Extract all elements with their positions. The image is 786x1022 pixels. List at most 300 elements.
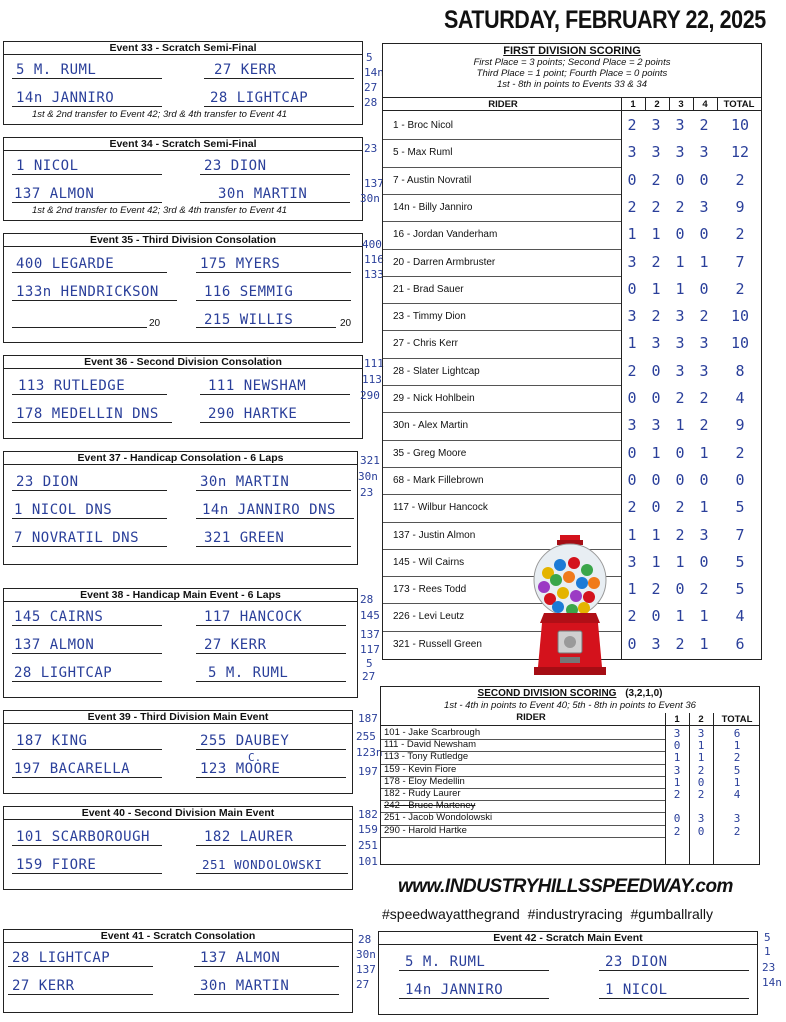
heat-score: 0 [699, 279, 709, 298]
heat-score: 3 [627, 552, 637, 571]
gumball-machine-icon [530, 535, 610, 675]
rider-name: 226 - Levi Leutz [393, 611, 465, 623]
event-37-box [3, 451, 358, 565]
heat-score: 3 [627, 307, 637, 326]
total-score: 10 [730, 334, 750, 353]
heat-score: 2 [673, 788, 681, 801]
event-33-box [3, 41, 363, 125]
side-note: 137 [360, 628, 380, 641]
heat-score: 0 [627, 443, 637, 462]
year-suffix: 20 [340, 318, 352, 329]
heat-score: 1 [675, 279, 685, 298]
heat-score: 2 [697, 788, 705, 801]
heat-score: 2 [699, 580, 709, 599]
side-note: 23 [364, 142, 378, 155]
entry: 137 ALMON [14, 637, 95, 653]
heat-score: 1 [697, 739, 705, 753]
total-score: 2 [735, 170, 745, 189]
entry: 178 MEDELLIN DNS [16, 406, 159, 422]
total-score: 2 [733, 824, 741, 838]
rider-name: 1 - Broc Nicol [393, 120, 454, 131]
side-note: 133 [364, 268, 384, 281]
rider-name: 23 - Timmy Dion [393, 311, 466, 323]
table-row [383, 385, 761, 412]
heat-score: 3 [699, 361, 709, 380]
second-division-table [380, 686, 760, 865]
col-heat-4: 4 [702, 99, 708, 110]
heat-score: 0 [627, 389, 637, 407]
event-40-title: Event 40 - Second Division Main Event [4, 807, 352, 820]
side-note: 28 [360, 593, 374, 606]
heat-score: 1 [651, 525, 661, 544]
event-35-title: Event 35 - Third Division Consolation [4, 234, 362, 247]
side-note: 14n [364, 66, 384, 79]
table-row [383, 221, 761, 248]
heat-score: 0 [699, 170, 709, 189]
total-score: 4 [735, 607, 745, 626]
heat-score: 3 [699, 197, 709, 216]
heat-score: 0 [675, 580, 685, 599]
heat-score: 2 [697, 763, 705, 777]
total-score: 12 [730, 143, 750, 162]
side-note: 5 [366, 51, 373, 64]
rider-name: 321 - Russell Green [393, 638, 482, 650]
entry: 133n HENDRICKSON [16, 284, 159, 300]
website-link[interactable]: www.INDUSTRYHILLSSPEEDWAY.com [398, 876, 733, 897]
page-title: SATURDAY, FEBRUARY 22, 2025 [444, 6, 766, 34]
scoring-line: Third Place = 1 point; Fourth Place = 0 points [476, 68, 668, 79]
entry: 30n MARTIN [218, 186, 308, 202]
entry: 14n JANNIRO [405, 982, 504, 998]
heat-score: 0 [651, 498, 661, 517]
heat-score: 2 [675, 634, 685, 653]
entry: 175 MYERS [200, 256, 281, 272]
total-score: 4 [735, 389, 745, 407]
event-39-box [3, 710, 353, 794]
side-note: 197 [358, 765, 378, 778]
heat-score: 1 [699, 607, 709, 626]
event-39-title: Event 39 - Third Division Main Event [4, 711, 352, 724]
heat-score: 1 [651, 279, 661, 298]
heat-score: 2 [699, 389, 709, 407]
entry: 5 M. RUML [16, 62, 97, 78]
entry: 1 NICOL [605, 982, 668, 998]
entry: 27 KERR [12, 978, 75, 994]
event-41-box [3, 929, 353, 1013]
entry: 251 WONDOLOWSKI [202, 857, 323, 872]
second-division-points: (3,2,1,0) [625, 688, 663, 699]
side-note: 159 [358, 823, 378, 836]
col-total: TOTAL [723, 99, 755, 110]
entry: 28 LIGHTCAP [210, 90, 309, 106]
side-note: 321 [360, 454, 380, 467]
heat-score: 2 [675, 525, 685, 544]
heat-score: 0 [699, 552, 709, 571]
side-note: 30n [358, 470, 378, 483]
total-score: 1 [733, 775, 741, 789]
table-row [383, 358, 761, 385]
heat-score: 2 [651, 252, 661, 271]
side-note: 23 [762, 961, 776, 974]
total-score: 3 [733, 812, 741, 826]
heat-score: 2 [627, 607, 637, 626]
entry: 30n MARTIN [200, 978, 290, 994]
table-row [381, 800, 759, 812]
side-note: 27 [362, 670, 376, 683]
total-score: 7 [735, 525, 745, 544]
initial-note: C. [248, 751, 262, 764]
entry: 182 LAURER [204, 829, 294, 845]
heat-score: 0 [699, 225, 709, 244]
rider-name: 35 - Greg Moore [393, 447, 467, 459]
side-note: 400 [362, 238, 382, 251]
table-row [381, 812, 759, 824]
heat-score: 1 [651, 552, 661, 571]
total-score: 5 [735, 498, 745, 517]
heat-score: 1 [675, 552, 685, 571]
table-row [381, 727, 759, 739]
entry: 111 NEWSHAM [208, 378, 307, 394]
entry: 1 NICOL [16, 158, 79, 174]
heat-score: 0 [651, 470, 661, 489]
event-34-box [3, 137, 363, 221]
second-division-title: SECOND DIVISION SCORING [477, 688, 617, 699]
heat-score: 2 [627, 361, 637, 380]
total-score: 7 [735, 252, 745, 271]
heat-score: 2 [651, 307, 661, 326]
rider-name: 14n - Billy Janniro [393, 201, 473, 213]
heat-score: 2 [675, 197, 685, 216]
side-note: 251 [358, 839, 378, 852]
total-score: 5 [733, 763, 741, 777]
event-36-box [3, 355, 363, 439]
rider-name: 251 - Jacob Wondolowski [384, 812, 493, 824]
heat-score: 3 [651, 334, 661, 353]
heat-score: 3 [627, 252, 637, 271]
col-rider: RIDER [516, 712, 546, 723]
table-row [383, 440, 761, 467]
heat-score: 2 [627, 197, 637, 216]
heat-score: 0 [673, 739, 681, 753]
side-note: 23 [360, 486, 374, 499]
entry: 400 LEGARDE [16, 256, 115, 272]
heat-score: 1 [627, 580, 637, 599]
entry: 14n JANNIRO [16, 90, 115, 106]
table-row [381, 739, 759, 751]
rider-name: 27 - Chris Kerr [393, 338, 459, 350]
rider-name: 178 - Eloy Medellin [384, 775, 465, 787]
heat-score: 3 [627, 416, 637, 435]
side-note: 28 [358, 933, 372, 946]
heat-score: 1 [699, 498, 709, 517]
heat-score: 2 [651, 197, 661, 216]
entry: 30n MARTIN [200, 474, 290, 490]
heat-score: 0 [699, 470, 709, 489]
heat-score: 2 [675, 498, 685, 517]
event-33-title: Event 33 - Scratch Semi-Final [4, 42, 362, 55]
side-note: 145 [360, 609, 380, 622]
total-score: 8 [735, 361, 745, 380]
rider-name: 21 - Brad Sauer [393, 283, 464, 295]
entry: 7 NOVRATIL DNS [14, 530, 140, 546]
heat-score: 3 [675, 116, 685, 134]
heat-score: 1 [675, 416, 685, 435]
side-note: 28 [364, 96, 378, 109]
total-score: 2 [735, 225, 745, 244]
heat-score: 2 [651, 170, 661, 189]
side-note: 111 [364, 357, 384, 370]
event-42-box [378, 931, 758, 1015]
event-38-title: Event 38 - Handicap Main Event - 6 Laps [4, 589, 357, 602]
heat-score: 0 [675, 470, 685, 489]
total-score: 10 [730, 116, 750, 134]
table-row [383, 303, 761, 330]
heat-score: 3 [673, 727, 681, 740]
transfer-note: 1st & 2nd transfer to Event 42; 3rd & 4th transfer to Event 41 [32, 109, 288, 120]
heat-score: 2 [651, 580, 661, 599]
entry: 159 FIORE [16, 857, 97, 873]
event-41-title: Event 41 - Scratch Consolation [4, 930, 352, 943]
heat-score: 2 [699, 416, 709, 435]
entry: 5 M. RUML [208, 665, 289, 681]
entry: 187 KING [16, 733, 88, 749]
side-note: 123n [356, 746, 383, 759]
year-suffix: 20 [149, 318, 161, 329]
side-note: 116 [364, 253, 384, 266]
entry: 5 M. RUML [405, 954, 486, 970]
rider-name: 113 - Tony Rutledge [384, 751, 469, 763]
transfer-note: 1st & 2nd transfer to Event 42; 3rd & 4th transfer to Event 41 [32, 205, 288, 216]
heat-score: 0 [675, 225, 685, 244]
table-row [381, 776, 759, 788]
table-row [383, 467, 761, 494]
rider-name: 20 - Darren Armbruster [393, 256, 496, 268]
rider-name: 173 - Rees Todd [393, 584, 467, 596]
entry: 23 DION [605, 954, 668, 970]
heat-score: 1 [651, 443, 661, 462]
side-note: 1 [764, 945, 771, 958]
entry: 137 ALMON [14, 186, 95, 202]
heat-score: 0 [673, 812, 681, 826]
entry: 255 DAUBEY [200, 733, 290, 749]
col-heat-2: 2 [654, 99, 660, 110]
heat-score: 0 [651, 389, 661, 407]
heat-score: 0 [675, 443, 685, 462]
total-score: 9 [735, 197, 745, 216]
heat-score: 3 [675, 143, 685, 162]
heat-score: 3 [675, 307, 685, 326]
heat-score: 3 [651, 143, 661, 162]
col-rider: RIDER [488, 99, 518, 110]
event-40-box [3, 806, 353, 890]
rider-name: 16 - Jordan Vanderham [393, 229, 498, 241]
table-row [383, 412, 761, 439]
entry: 27 KERR [214, 62, 277, 78]
entry: 117 HANCOCK [204, 609, 303, 625]
table-row [383, 112, 761, 139]
heat-score: 3 [675, 361, 685, 380]
side-note: 290 [360, 389, 380, 402]
heat-score: 2 [627, 498, 637, 517]
event-34-title: Event 34 - Scratch Semi-Final [4, 138, 362, 151]
rider-name: 242 - Bruce Marteney [384, 800, 476, 812]
hashtags: #speedwayatthegrand #industryracing #gumballrally [382, 906, 713, 922]
event-37-title: Event 37 - Handicap Consolation - 6 Laps [4, 452, 357, 465]
rider-name: 117 - Wilbur Hancock [393, 502, 488, 514]
total-score: 4 [733, 788, 741, 801]
event-38-box [3, 588, 358, 698]
side-note: 113 [362, 373, 382, 386]
side-note: 30n [356, 948, 376, 961]
table-row [383, 194, 761, 221]
heat-score: 1 [697, 751, 705, 765]
table-row [383, 494, 761, 521]
first-division-title: FIRST DIVISION SCORING [503, 45, 641, 57]
heat-score: 1 [627, 334, 637, 353]
entry: 215 WILLIS [204, 312, 294, 328]
rider-name: 182 - Rudy Laurer [384, 788, 461, 799]
heat-score: 3 [699, 334, 709, 353]
heat-score: 1 [699, 252, 709, 271]
total-score: 10 [730, 307, 750, 326]
heat-score: 1 [673, 775, 681, 789]
rider-name: 29 - Nick Hohlbein [393, 393, 475, 404]
side-note: 187 [358, 712, 378, 725]
total-score: 5 [735, 580, 745, 599]
event-42-title: Event 42 - Scratch Main Event [379, 932, 757, 945]
side-note: 117 [360, 643, 380, 656]
heat-score: 0 [697, 775, 705, 789]
entry: 23 DION [204, 158, 267, 174]
heat-score: 0 [627, 634, 637, 653]
table-row [383, 139, 761, 166]
total-score: 2 [735, 279, 745, 298]
total-score: 1 [733, 739, 741, 753]
heat-score: 2 [699, 116, 709, 134]
heat-score: 2 [627, 116, 637, 134]
entry: 123 MOORE [200, 761, 281, 777]
rider-name: 159 - Kevin Fiore [384, 763, 457, 775]
total-score: 6 [733, 727, 741, 740]
heat-score: 2 [673, 824, 681, 838]
table-row [383, 249, 761, 276]
entry: 28 LIGHTCAP [14, 665, 113, 681]
heat-score: 1 [651, 225, 661, 244]
heat-score: 0 [675, 170, 685, 189]
entry: 14n JANNIRO DNS [202, 502, 336, 518]
side-note: 255 [356, 730, 376, 743]
rider-name: 290 - Harold Hartke [384, 824, 467, 836]
entry: 101 SCARBOROUGH [16, 829, 150, 845]
entry: 197 BACARELLA [14, 761, 131, 777]
total-score: 6 [735, 634, 745, 653]
side-note: 5 [764, 931, 771, 944]
heat-score: 2 [675, 389, 685, 407]
heat-score: 3 [627, 143, 637, 162]
total-score: 2 [733, 751, 741, 765]
total-score: 0 [735, 470, 745, 489]
heat-score: 3 [651, 116, 661, 134]
heat-score: 3 [697, 812, 705, 826]
heat-score: 3 [651, 634, 661, 653]
total-score: 5 [735, 552, 745, 571]
entry: 137 ALMON [200, 950, 281, 966]
table-row [383, 167, 761, 194]
heat-score: 1 [699, 443, 709, 462]
entry: 145 CAIRNS [14, 609, 104, 625]
rider-name: 7 - Austin Novratil [393, 174, 472, 186]
heat-score: 1 [675, 252, 685, 271]
heat-score: 1 [675, 607, 685, 626]
rider-name: 68 - Mark Fillebrown [393, 474, 484, 486]
heat-score: 0 [627, 279, 637, 298]
entry: 116 SEMMIG [204, 284, 294, 300]
side-note: 137 [364, 177, 384, 190]
second-division-note: 1st - 4th in points to Event 40; 5th - 8th in points to Event 36 [444, 700, 696, 711]
side-note: 27 [356, 978, 370, 991]
heat-score: 3 [699, 143, 709, 162]
col-heat-1: 1 [630, 99, 636, 110]
table-row [383, 276, 761, 303]
col-total: TOTAL [721, 714, 753, 725]
side-note: 30n [360, 192, 380, 205]
col-heat-3: 3 [678, 99, 684, 110]
entry: 290 HARTKE [208, 406, 298, 422]
heat-score: 0 [651, 361, 661, 380]
entry: 23 DION [16, 474, 79, 490]
scoring-line: 1st - 8th in points to Events 33 & 34 [497, 79, 647, 90]
heat-score: 0 [697, 824, 705, 838]
heat-score: 1 [627, 525, 637, 544]
heat-score: 3 [675, 334, 685, 353]
rider-name: 30n - Alex Martin [393, 420, 469, 432]
table-row [383, 330, 761, 357]
entry: 27 KERR [204, 637, 267, 653]
rider-name: 137 - Justin Almon [393, 529, 476, 541]
side-note: 27 [364, 81, 378, 94]
side-note: 14n [762, 976, 782, 989]
heat-score: 0 [651, 607, 661, 626]
entry: 321 GREEN [204, 530, 285, 546]
rider-name: 28 - Slater Lightcap [393, 365, 480, 377]
rider-name: 5 - Max Ruml [393, 147, 453, 159]
first-division-header [383, 44, 761, 98]
heat-score: 3 [699, 525, 709, 544]
rider-name: 145 - Wil Cairns [393, 556, 465, 568]
table-row [381, 764, 759, 776]
heat-score: 0 [627, 170, 637, 189]
heat-score: 1 [627, 225, 637, 244]
side-note: 182 [358, 808, 378, 821]
entry: 113 RUTLEDGE [18, 378, 126, 394]
scoring-line: First Place = 3 points; Second Place = 2 points [473, 57, 671, 68]
entry: 28 LIGHTCAP [12, 950, 111, 966]
rider-name: 111 - David Newsham [384, 739, 477, 751]
rider-name: 101 - Jake Scarbrough [384, 727, 481, 738]
heat-score: 1 [699, 634, 709, 653]
event-35-box [3, 233, 363, 343]
heat-score: 3 [697, 727, 705, 740]
total-score: 9 [735, 416, 745, 435]
col-heat-1: 1 [674, 714, 680, 725]
heat-score: 3 [651, 416, 661, 435]
heat-score: 1 [673, 751, 681, 765]
heat-score: 2 [699, 307, 709, 326]
col-heat-2: 2 [698, 714, 704, 725]
heat-score: 0 [627, 470, 637, 489]
total-score: 2 [735, 443, 745, 462]
table-row [381, 751, 759, 763]
